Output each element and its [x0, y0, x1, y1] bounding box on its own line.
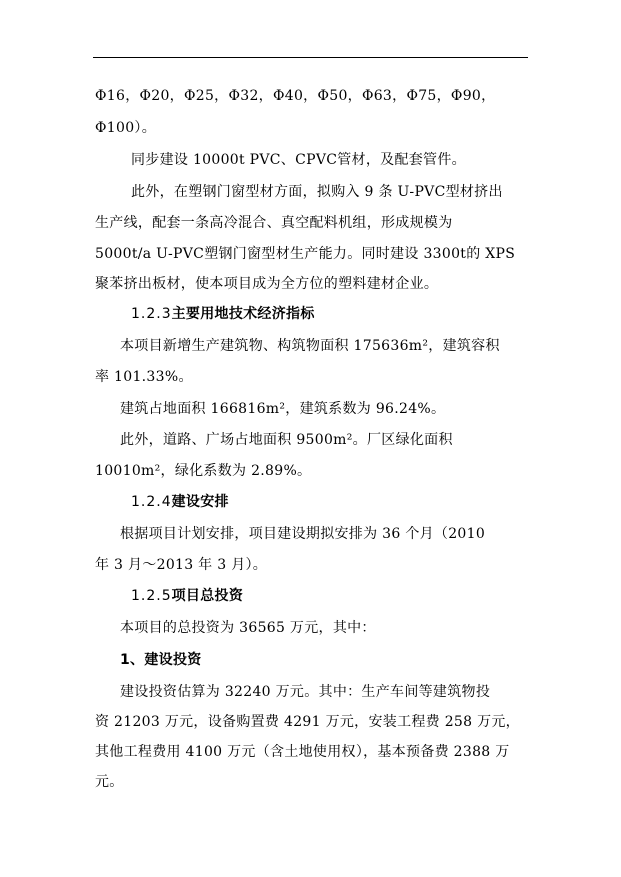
text-line: 同步建设 10000t PVC、CPVC管材，及配套管件。 — [131, 152, 466, 168]
text-line: 率 101.33%。 — [95, 369, 193, 385]
section-heading-1-2-5 — [131, 586, 243, 606]
text-line: 5000t/a U-PVC塑钢门窗型材生产能力。同时建设 3300t的 XPS — [95, 246, 516, 262]
text-line: 本项目的总投资为 36565 万元，其中： — [120, 620, 376, 636]
text-line: Φ16，Φ20，Φ25，Φ32，Φ40，Φ50，Φ63，Φ75，Φ90， — [95, 88, 496, 104]
text-line: 此外，在塑钢门窗型材方面，拟购入 9 条 U-PVC型材挤出 — [131, 184, 503, 200]
heading-title: 项目总投资 — [171, 588, 244, 604]
text-line: 聚苯挤出板材，使本项目成为全方位的塑料建材企业。 — [95, 276, 439, 292]
text-line: 其他工程费用 4100 万元（含土地使用权），基本预备费 2388 万 — [95, 744, 510, 760]
heading-title: 主要用地技术经济指标 — [171, 306, 315, 322]
text-line: 元。 — [95, 774, 124, 790]
heading-number: 1.2.5 — [131, 588, 172, 604]
text-line: 10010m²，绿化系数为 2.89%。 — [95, 463, 312, 479]
header-rule — [93, 57, 528, 58]
text-line: 年 3 月～2013 年 3 月）。 — [95, 557, 268, 573]
section-heading-1-2-4 — [131, 492, 229, 512]
text-line: Φ100）。 — [95, 120, 156, 136]
heading-title: 建设安排 — [171, 494, 229, 510]
text-line: 建筑占地面积 166816m²，建筑系数为 96.24%。 — [120, 401, 446, 417]
text-line: 本项目新增生产建筑物、构筑物面积 175636m²，建筑容积 — [120, 338, 500, 354]
section-heading-1-2-3 — [131, 304, 315, 324]
text-line: 资 21203 万元，设备购置费 4291 万元，安装工程费 258 万元， — [95, 714, 520, 730]
subheading-construction-investment: 1、建设投资 — [120, 652, 202, 668]
heading-number: 1.2.3 — [131, 306, 172, 322]
heading-number: 1.2.4 — [131, 494, 172, 510]
text-line: 根据项目计划安排，项目建设期拟安排为 36 个月（2010 — [120, 526, 486, 542]
text-line: 此外，道路、广场占地面积 9500m²。厂区绿化面积 — [120, 432, 453, 448]
text-line: 生产线，配套一条高冷混合、真空配料机组，形成规模为 — [95, 215, 453, 231]
text-line: 建设投资估算为 32240 万元。其中：生产车间等建筑物投 — [120, 684, 491, 700]
